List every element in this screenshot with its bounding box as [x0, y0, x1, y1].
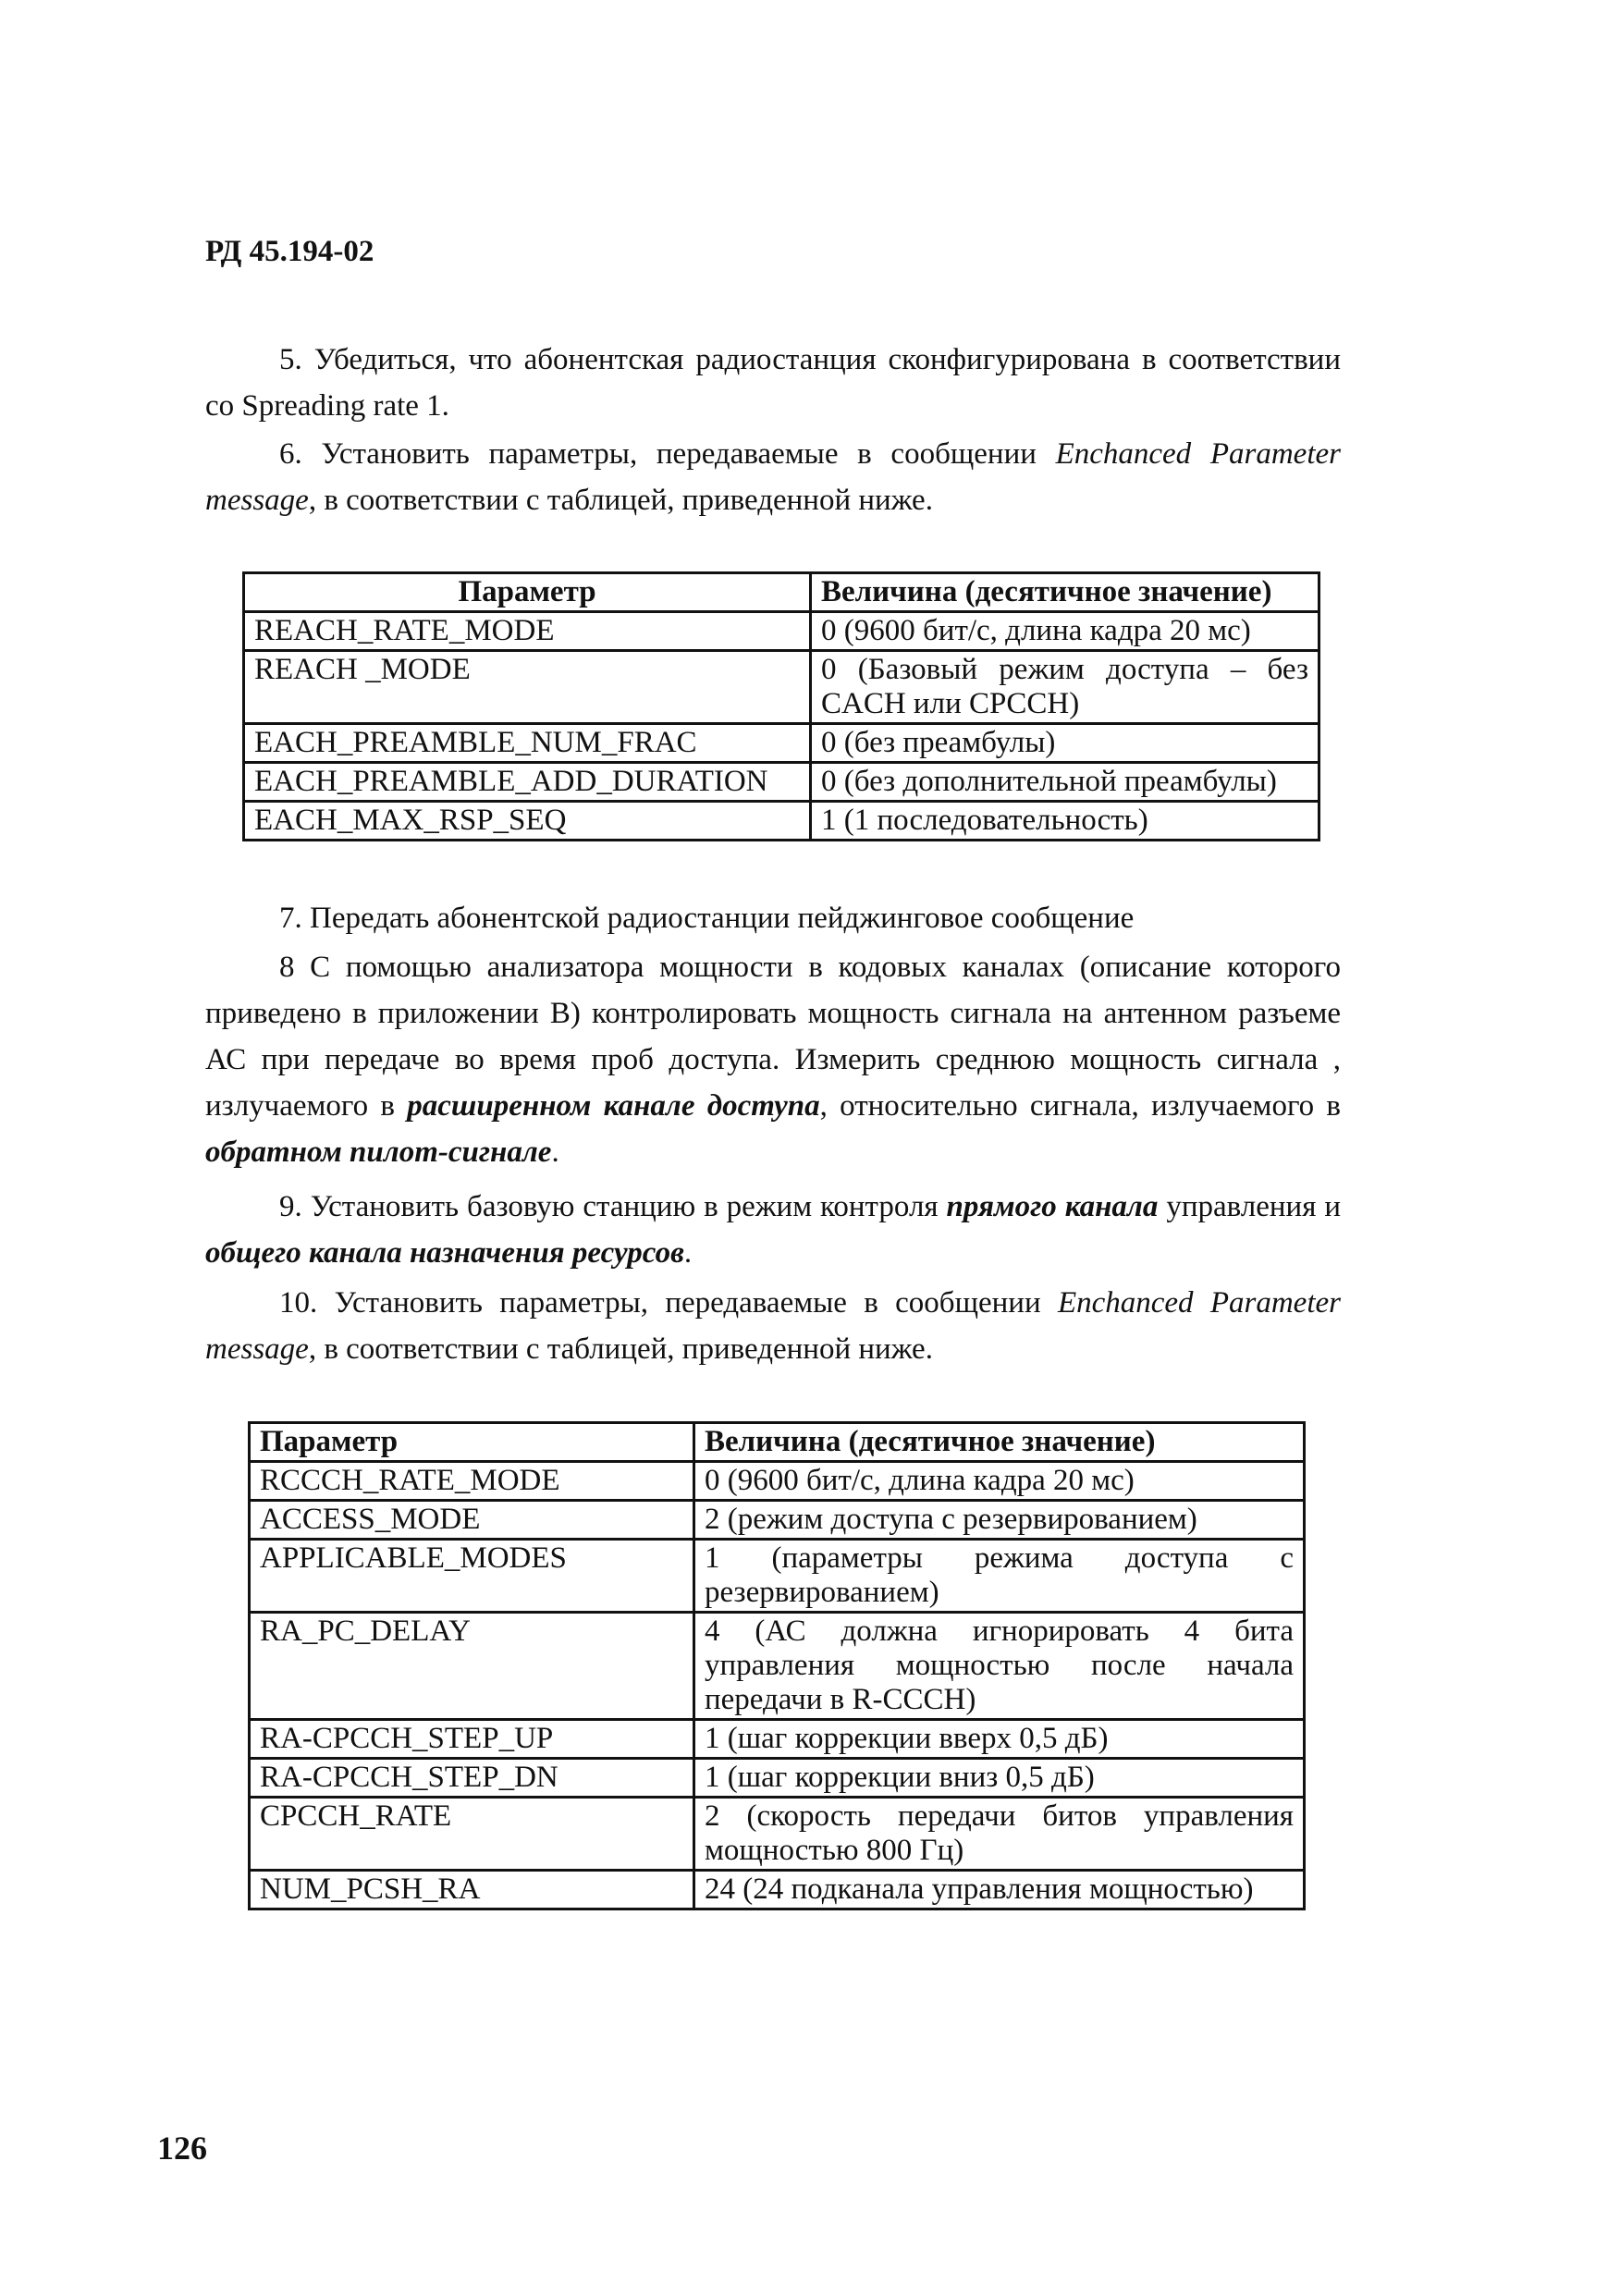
table-cell-parameter: EACH_PREAMBLE_NUM_FRAC: [244, 724, 811, 763]
table-row: [244, 651, 1319, 724]
step-9-part-2: управления и: [1158, 1190, 1341, 1223]
table-cell-parameter: EACH_PREAMBLE_ADD_DURATION: [244, 763, 811, 802]
parameter-table-2: [248, 1421, 1306, 1910]
table-cell-parameter: ACCESS_MODE: [250, 1501, 694, 1540]
table-row: [250, 1501, 1305, 1540]
table-header-value: Величина (десятичное значение): [811, 573, 1319, 612]
step-8-paragraph: [205, 944, 1341, 1175]
step-10-paragraph: [205, 1280, 1341, 1372]
table-cell-parameter: RCCCH_RATE_MODE: [250, 1462, 694, 1501]
table-row: [250, 1798, 1305, 1871]
table-cell-value: 1 (параметры режима доступа с резервированием): [694, 1540, 1305, 1613]
table-cell-value: 2 (режим доступа с резервированием): [694, 1501, 1305, 1540]
step-6-text: [205, 431, 1341, 523]
table-cell-value: 4 (АС должна игнорировать 4 бита управления мощностью после начала передачи в R-CCCH): [694, 1613, 1305, 1720]
table-row: [244, 612, 1319, 651]
table-cell-value: 2 (скорость передачи битов управления мощностью 800 Гц): [694, 1798, 1305, 1871]
table-row: [250, 1613, 1305, 1720]
table-header-row: [244, 573, 1319, 612]
step-5-text: 5. Убедиться, что абонентская радиостанция сконфигурирована в соответствии со Spreading rate 1.: [205, 343, 1341, 423]
step-8-part-2: , относительно сигнала, излучаемого в: [819, 1089, 1342, 1123]
step-8-emphasis-2: обратном пилот-сигнале: [205, 1136, 552, 1169]
table-row: [250, 1871, 1305, 1909]
step-10-text: [205, 1280, 1341, 1372]
table-header-parameter: Параметр: [244, 573, 811, 612]
table-row: [244, 802, 1319, 841]
step-10-before: 10. Установить параметры, передаваемые в сообщении: [279, 1286, 1058, 1320]
table-row: [250, 1720, 1305, 1759]
table-row: [250, 1759, 1305, 1798]
table-cell-value: 24 (24 подканала управления мощностью): [694, 1871, 1305, 1909]
step-8-emphasis-1: расширенном канале доступа: [407, 1089, 820, 1123]
table-cell-parameter: RA_PC_DELAY: [250, 1613, 694, 1720]
table-cell-value: 1 (шаг коррекции вниз 0,5 дБ): [694, 1759, 1305, 1798]
step-9-emphasis-2: общего канала назначения ресурсов: [205, 1236, 684, 1270]
step-6-paragraph: [205, 431, 1341, 523]
table-cell-value: 0 (9600 бит/с, длина кадра 20 мс): [694, 1462, 1305, 1501]
table-row: [250, 1462, 1305, 1501]
table-row: [250, 1540, 1305, 1613]
table-row: [244, 724, 1319, 763]
step-10-after: , в соответствии с таблицей, приведенной ниже.: [308, 1332, 933, 1366]
table-cell-value: 0 (без преамбулы): [811, 724, 1319, 763]
step-6-message-name: Enchanced Parameter message: [205, 437, 1341, 517]
table-cell-parameter: RA-CPCCH_STEP_DN: [250, 1759, 694, 1798]
step-9-part-1: 9. Установить базовую станцию в режим контроля: [279, 1190, 947, 1223]
step-6-after: , в соответствии с таблицей, приведенной ниже.: [308, 484, 933, 517]
table-cell-parameter: NUM_PCSH_RA: [250, 1871, 694, 1909]
step-10-message-name: Enchanced Parameter message: [205, 1286, 1341, 1366]
step-7-paragraph: [205, 895, 1341, 941]
table-cell-value: 1 (1 последовательность): [811, 802, 1319, 841]
parameter-table-1: [242, 571, 1320, 841]
step-9-emphasis-1: прямого канала: [946, 1190, 1159, 1223]
table-cell-parameter: REACH_RATE_MODE: [244, 612, 811, 651]
table-header-parameter: Параметр: [250, 1423, 694, 1462]
table-cell-parameter: APPLICABLE_MODES: [250, 1540, 694, 1613]
step-8-part-3: .: [551, 1136, 559, 1169]
step-8-text: [205, 944, 1341, 1175]
step-6-before: 6. Установить параметры, передаваемые в сообщении: [279, 437, 1056, 471]
table-cell-parameter: RA-CPCCH_STEP_UP: [250, 1720, 694, 1759]
step-9-text: [205, 1184, 1341, 1276]
step-8-part-1: 8 С помощью анализатора мощности в кодовых каналах (описание которого приведено в приложении В) контролировать мощность сигнала на антенном разъеме АС при передаче во время проб доступа. Измерить среднюю мощность сигнала , излучаемого в: [205, 951, 1341, 1123]
step-7-text: 7. Передать абонентской радиостанции пейджинговое сообщение: [279, 902, 1135, 935]
table-cell-value: 0 (Базовый режим доступа – без CACH или CPCCH): [811, 651, 1319, 724]
table-row: [244, 763, 1319, 802]
table-cell-value: 0 (9600 бит/с, длина кадра 20 мс): [811, 612, 1319, 651]
table-cell-value: 0 (без дополнительной преамбулы): [811, 763, 1319, 802]
table-cell-parameter: REACH _MODE: [244, 651, 811, 724]
step-9-paragraph: [205, 1184, 1341, 1276]
step-5-paragraph: [205, 337, 1341, 429]
table-cell-parameter: CPCCH_RATE: [250, 1798, 694, 1871]
table-cell-parameter: EACH_MAX_RSP_SEQ: [244, 802, 811, 841]
page-number: 126: [157, 2130, 207, 2167]
table-header-row: [250, 1423, 1305, 1462]
table-header-value: Величина (десятичное значение): [694, 1423, 1305, 1462]
step-9-part-3: .: [683, 1236, 693, 1270]
document-code: РД 45.194-02: [205, 235, 374, 268]
table-cell-value: 1 (шаг коррекции вверх 0,5 дБ): [694, 1720, 1305, 1759]
